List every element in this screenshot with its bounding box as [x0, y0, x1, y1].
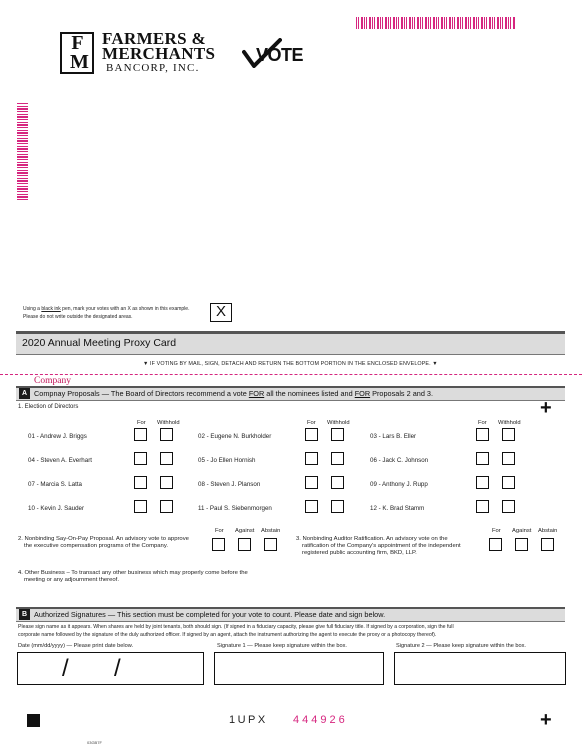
nominee-withhold-checkbox[interactable] — [331, 428, 344, 441]
nominee-label: 03 - Lars B. Eller — [370, 433, 417, 440]
proposal3-against-checkbox[interactable] — [515, 538, 528, 551]
signature2-label: Signature 2 — Please keep signature within the box. — [396, 643, 526, 649]
nominee-for-checkbox[interactable] — [134, 476, 147, 489]
proposal2-for-checkbox[interactable] — [212, 538, 225, 551]
proposal3-for-checkbox[interactable] — [489, 538, 502, 551]
proposal2-col-abstain: Abstain — [261, 528, 281, 534]
nominee-for-checkbox[interactable] — [134, 428, 147, 441]
proposal2-against-checkbox[interactable] — [238, 538, 251, 551]
nominee-withhold-checkbox[interactable] — [502, 428, 515, 441]
proposal2-col-against: Against — [235, 528, 255, 534]
date-input-box[interactable] — [17, 652, 204, 685]
signature2-box[interactable] — [394, 652, 566, 685]
proposal2-text-line1: 2. Nonbinding Say-On-Pay Proposal. An advisory vote to approve — [18, 536, 189, 542]
nominee-withhold-checkbox[interactable] — [502, 476, 515, 489]
nominee-withhold-checkbox[interactable] — [160, 500, 173, 513]
logo-monogram: FM — [60, 32, 94, 74]
vote-logo — [242, 38, 308, 72]
footer-code: 1UPX — [229, 714, 268, 726]
nominee-withhold-checkbox[interactable] — [331, 476, 344, 489]
logo-line3: BANCORP, INC. — [106, 62, 200, 74]
nominee-for-checkbox[interactable] — [134, 452, 147, 465]
nominee-for-checkbox[interactable] — [476, 428, 489, 441]
instructions-line2: Please do not write outside the designated areas. — [23, 314, 133, 320]
nominee-withhold-checkbox[interactable] — [331, 452, 344, 465]
signature1-label: Signature 1 — Please keep signature within the box. — [217, 643, 347, 649]
proposal2-col-for: For — [215, 528, 224, 534]
vote-label: VOTE — [256, 45, 304, 65]
date-label: Date (mm/dd/yyyy) — Please print date below. — [18, 643, 134, 649]
nominee-withhold-checkbox[interactable] — [502, 500, 515, 513]
example-mark-box: X — [210, 303, 232, 322]
section-b-instructions-line2: corporate name followed by the signature of the duly authorized officer. If signed by an agent, attach the instrument authorizing the agent to execute the proxy or a photocopy thereof). — [18, 632, 437, 638]
left-barcode — [17, 103, 28, 200]
nominee-withhold-checkbox[interactable] — [331, 500, 344, 513]
section-a-letter: A — [19, 388, 30, 399]
footer-small-code: 03GB7F — [87, 740, 102, 745]
nominee-for-checkbox[interactable] — [305, 452, 318, 465]
proposal3-col-against: Against — [512, 528, 532, 534]
nominee-for-checkbox[interactable] — [476, 500, 489, 513]
nominee-for-checkbox[interactable] — [134, 500, 147, 513]
nominee-for-checkbox[interactable] — [305, 500, 318, 513]
top-barcode — [356, 17, 515, 29]
card-title-bar — [16, 331, 565, 355]
section-b-instructions-line1: Please sign name as it appears. When shares are held by joint tenants, both should sign. (If signed in a fiduciary capacity, please give full fiduciary title. If signed by a corporation, sign the full — [18, 624, 454, 630]
nominee-withhold-checkbox[interactable] — [160, 428, 173, 441]
detach-notice: ▼ IF VOTING BY MAIL, SIGN, DETACH AND RETURN THE BOTTOM PORTION IN THE ENCLOSED ENVELOPE. ▼ — [143, 361, 438, 367]
logo-line1: FARMERS & — [102, 29, 206, 48]
proposal3-col-abstain: Abstain — [538, 528, 558, 534]
logo-line2: MERCHANTS — [102, 44, 216, 63]
election-label: 1. Election of Directors — [18, 404, 79, 410]
proposal2-abstain-checkbox[interactable] — [264, 538, 277, 551]
nominee-label: 01 - Andrew J. Briggs — [28, 433, 87, 440]
nominee-label: 07 - Marcia S. Latta — [28, 481, 82, 488]
registration-plus-bottom: + — [540, 709, 552, 731]
section-b-title: Authorized Signatures — This section must be completed for your vote to count. Please date and sign below. — [34, 610, 386, 619]
col-withhold-1: Withhold — [157, 420, 180, 426]
registration-plus-top: + — [540, 397, 552, 419]
proposal4-text-line1: 4. Other Business – To transact any other business which may properly come before the — [18, 570, 248, 576]
col-for-1: For — [137, 420, 146, 426]
section-a-header — [16, 386, 565, 401]
cut-line — [0, 374, 582, 375]
col-withhold-3: Withhold — [498, 420, 521, 426]
nominee-label: 08 - Steven J. Planson — [198, 481, 261, 488]
signature1-box[interactable] — [214, 652, 384, 685]
nominee-label: 09 - Anthony J. Rupp — [370, 481, 428, 488]
proposal4-text-line2: meeting or any adjournment thereof. — [24, 577, 119, 583]
nominee-label: 02 - Eugene N. Burkholder — [198, 433, 272, 440]
nominee-label: 05 - Jo Ellen Hornish — [198, 457, 256, 464]
nominee-label: 12 - K. Brad Stamm — [370, 505, 425, 512]
footer-number: 444926 — [293, 714, 348, 726]
nominee-label: 11 - Paul S. Siebenmorgen — [198, 505, 272, 512]
card-title: 2020 Annual Meeting Proxy Card — [22, 337, 177, 349]
nominee-for-checkbox[interactable] — [305, 428, 318, 441]
nominee-withhold-checkbox[interactable] — [160, 476, 173, 489]
section-b-header — [16, 607, 565, 622]
proposal3-text-line2: ratification of the Company's appointment of the independent — [302, 543, 461, 549]
registration-square — [27, 714, 40, 727]
nominee-label: 10 - Kevin J. Sauder — [28, 505, 85, 512]
section-b-letter: B — [19, 609, 30, 620]
nominee-for-checkbox[interactable] — [305, 476, 318, 489]
proposal3-col-for: For — [492, 528, 501, 534]
nominee-for-checkbox[interactable] — [476, 476, 489, 489]
section-a-title: Compnay Proposals — The Board of Directors recommend a vote FOR all the nominees listed and FOR Proposals 2 and 3. — [34, 389, 433, 398]
proposal3-text-line1: 3. Nonbinding Auditor Ratification. An advisory vote on the — [296, 536, 448, 542]
nominee-withhold-checkbox[interactable] — [160, 452, 173, 465]
instructions-line1: Using a black ink pen, mark your votes with an X as shown in this example. — [23, 306, 190, 312]
nominee-label: 04 - Steven A. Everhart — [28, 457, 92, 464]
col-withhold-2: Withhold — [327, 420, 350, 426]
nominee-for-checkbox[interactable] — [476, 452, 489, 465]
date-slash-1: / — [62, 655, 69, 682]
nominee-label: 06 - Jack C. Johnson — [370, 457, 429, 464]
col-for-3: For — [478, 420, 487, 426]
company-logo — [60, 30, 308, 80]
proposal3-text-line3: registered public accounting firm, BKD, LLP. — [302, 550, 417, 556]
col-for-2: For — [307, 420, 316, 426]
proposal3-abstain-checkbox[interactable] — [541, 538, 554, 551]
section-a-overlay-word: Company — [34, 376, 71, 386]
proposal2-text-line2: the executive compensation programs of the Company. — [24, 543, 168, 549]
nominee-withhold-checkbox[interactable] — [502, 452, 515, 465]
date-slash-2: / — [114, 655, 121, 682]
